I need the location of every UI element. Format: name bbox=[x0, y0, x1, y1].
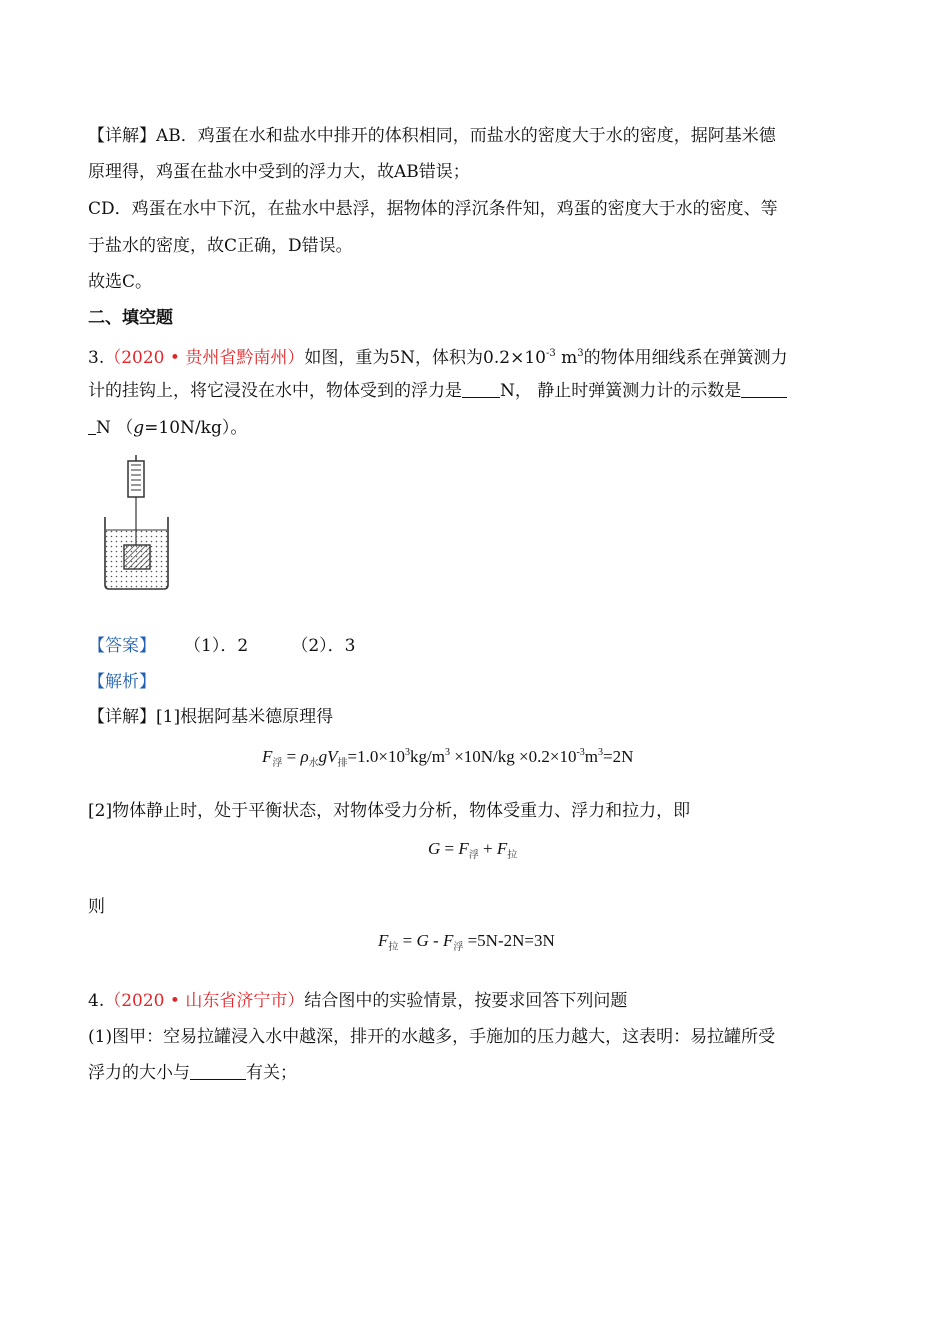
prev-choose: 故选C。 bbox=[88, 272, 153, 292]
equation-buoyancy: $F_浮 = \rho_水gV_排=1.0\times 10^3kg/m^3 \times 10N/kg \times 0.2\times 10^{-3}m^3=2N$ bbox=[262, 747, 634, 769]
answer-blank-2-cont[interactable] bbox=[88, 418, 96, 435]
answer-blank-1[interactable] bbox=[462, 381, 500, 398]
prev-detail-line-2: 原理得，鸡蛋在盐水中受到的浮力大，故AB错误； bbox=[88, 162, 470, 182]
answer-label: 【答案】 bbox=[88, 636, 156, 656]
then-text: 则 bbox=[88, 897, 105, 917]
q4-source: （2020 • 山东省济宁市） bbox=[104, 991, 305, 1011]
analysis-label: 【解析】 bbox=[88, 672, 156, 692]
q4-stem: 4.（2020 • 山东省济宁市）结合图中的实验情景，按要求回答下列问题 bbox=[88, 991, 628, 1011]
spring-scale-diagram bbox=[100, 455, 190, 595]
answer-blank-2[interactable] bbox=[741, 381, 787, 398]
equation-balance: $G = F_浮 + F_拉$ bbox=[428, 839, 518, 861]
prev-detail-line-3: CD．鸡蛋在水中下沉，在盐水中悬浮，据物体的浮沉条件知，鸡蛋的密度大于水的密度、等 bbox=[88, 199, 778, 219]
section-title: 二、填空题 bbox=[88, 308, 173, 328]
prev-detail-line-4: 于盐水的密度，故C正确，D错误。 bbox=[88, 236, 353, 256]
answer-blank-q4-1[interactable] bbox=[190, 1063, 246, 1080]
spring-scale-body bbox=[128, 461, 144, 497]
q3-detail-1: 【详解】[1]根据阿基米德原理得 bbox=[88, 707, 334, 727]
q3-answer: 【答案】 （1）．2 （2）．3 bbox=[88, 636, 356, 656]
q4-part1-line-1: (1)图甲：空易拉罐浸入水中越深，排开的水越多，手施加的压力越大，这表明：易拉罐所受 bbox=[88, 1027, 776, 1047]
q4-part1-line-2: 浮力的大小与 有关； bbox=[88, 1063, 297, 1083]
equation-tension: $F_拉 = G - F_浮 =5N-2N=3N$ bbox=[378, 931, 555, 953]
detail-label: 【详解】 bbox=[88, 126, 156, 146]
q3-stem-line-2: 计的挂钩上，将它浸没在水中，物体受到的浮力是 N， 静止时弹簧测力计的示数是 bbox=[88, 380, 787, 402]
spring-scale-figure bbox=[100, 455, 190, 599]
q3-stem-line-3: N （g=10N/kg）。 bbox=[88, 417, 247, 439]
q3-source: （2020 • 贵州省黔南州） bbox=[104, 348, 305, 368]
submerged-object bbox=[124, 545, 150, 569]
prev-detail-line-1: 【详解】AB．鸡蛋在水和盐水中排开的体积相同，而盐水的密度大于水的密度，据阿基米德 bbox=[88, 126, 776, 146]
q3-stem-line-1: 3.（2020 • 贵州省黔南州）如图，重为5N，体积为$0.2\times 10^{-3}$ $m^3$的物体用细线系在弹簧测力 bbox=[88, 348, 788, 368]
q3-detail-2: [2]物体静止时，处于平衡状态，对物体受力分析，物体受重力、浮力和拉力，即 bbox=[88, 801, 691, 821]
